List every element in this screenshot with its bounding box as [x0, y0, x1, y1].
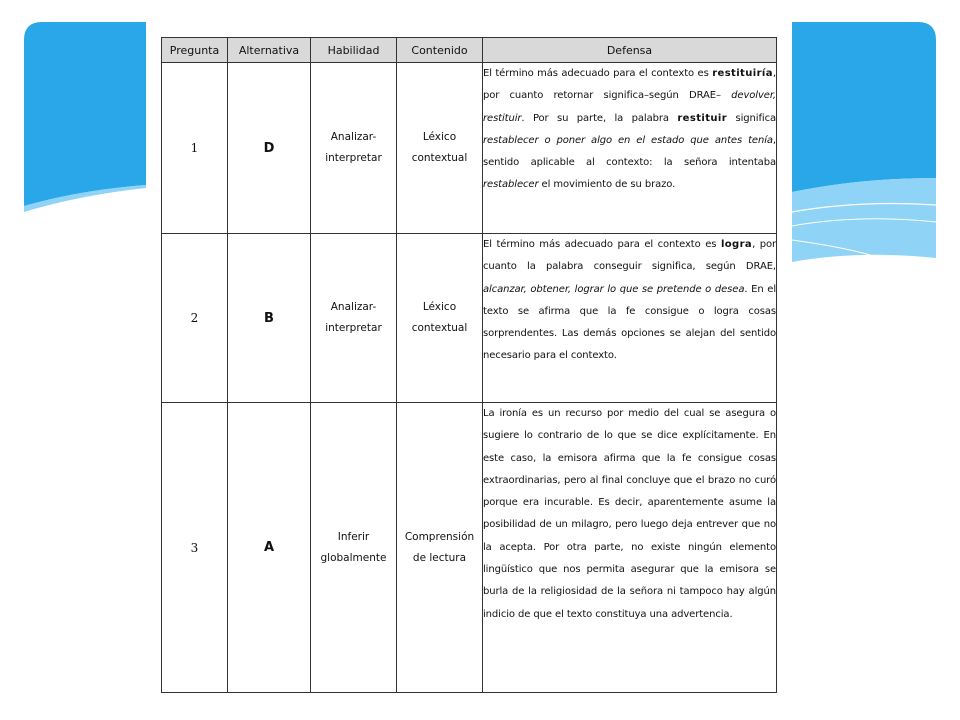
- answer-letter: A: [228, 403, 311, 693]
- answer-letter: D: [228, 63, 311, 234]
- question-number: 1: [162, 63, 228, 234]
- table-header-row: [162, 38, 777, 63]
- question-number: 2: [162, 234, 228, 403]
- content-cell: Léxico contextual: [397, 63, 483, 234]
- header-contenido: Contenido: [397, 38, 483, 63]
- header-alternativa: Alternativa: [228, 38, 311, 63]
- skill-cell: Inferir globalmente: [311, 403, 397, 693]
- header-pregunta: Pregunta: [162, 38, 228, 63]
- content-cell: Léxico contextual: [397, 234, 483, 403]
- defense-text: El término más adecuado para el contexto es restituiría, por cuanto retornar significa–según DRAE– devolver, restituir. Por su parte, la palabra restituir significa restablecer o poner algo en el estado que antes tenía, sentido aplicable al contexto: la señora intentaba restablecer el movimiento de su brazo.: [483, 63, 777, 234]
- answer-key-table: [161, 37, 777, 693]
- table-row: [162, 403, 777, 693]
- skill-cell: Analizar-interpretar: [311, 63, 397, 234]
- defense-text: La ironía es un recurso por medio del cual se asegura o sugiere lo contrario de lo que se dice explícitamente. En este caso, la emisora afirma que la fe consigue cosas extraordinarias, pero al final concluye que el brazo no curó porque era incurable. Es decir, aparentemente asume la posibilidad de un milagro, pero luego deja entrever que no la acepta. Por otra parte, no existe ningún elemento lingüístico que nos permita asegurar que la emisora se burla de la religiosidad de la señora ni tampoco hay algún indicio de que el texto constituya una advertencia.: [483, 403, 777, 693]
- skill-cell: Analizar-interpretar: [311, 234, 397, 403]
- question-number: 3: [162, 403, 228, 693]
- left-wave-shape: [24, 22, 146, 206]
- header-defensa: Defensa: [483, 38, 777, 63]
- content-cell: Comprensión de lectura: [397, 403, 483, 693]
- answer-key-sheet: [146, 22, 792, 700]
- table-row: [162, 234, 777, 403]
- answer-letter: B: [228, 234, 311, 403]
- defense-text: El término más adecuado para el contexto es logra, por cuanto la palabra conseguir significa, según DRAE, alcanzar, obtener, lograr lo que se pretende o desea. En el texto se afirma que la fe consigue o logra cosas sorprendentes. Las demás opciones se alejan del sentido necesario para el contexto.: [483, 234, 777, 403]
- table-row: [162, 63, 777, 234]
- right-wave-shape: [792, 22, 936, 192]
- header-habilidad: Habilidad: [311, 38, 397, 63]
